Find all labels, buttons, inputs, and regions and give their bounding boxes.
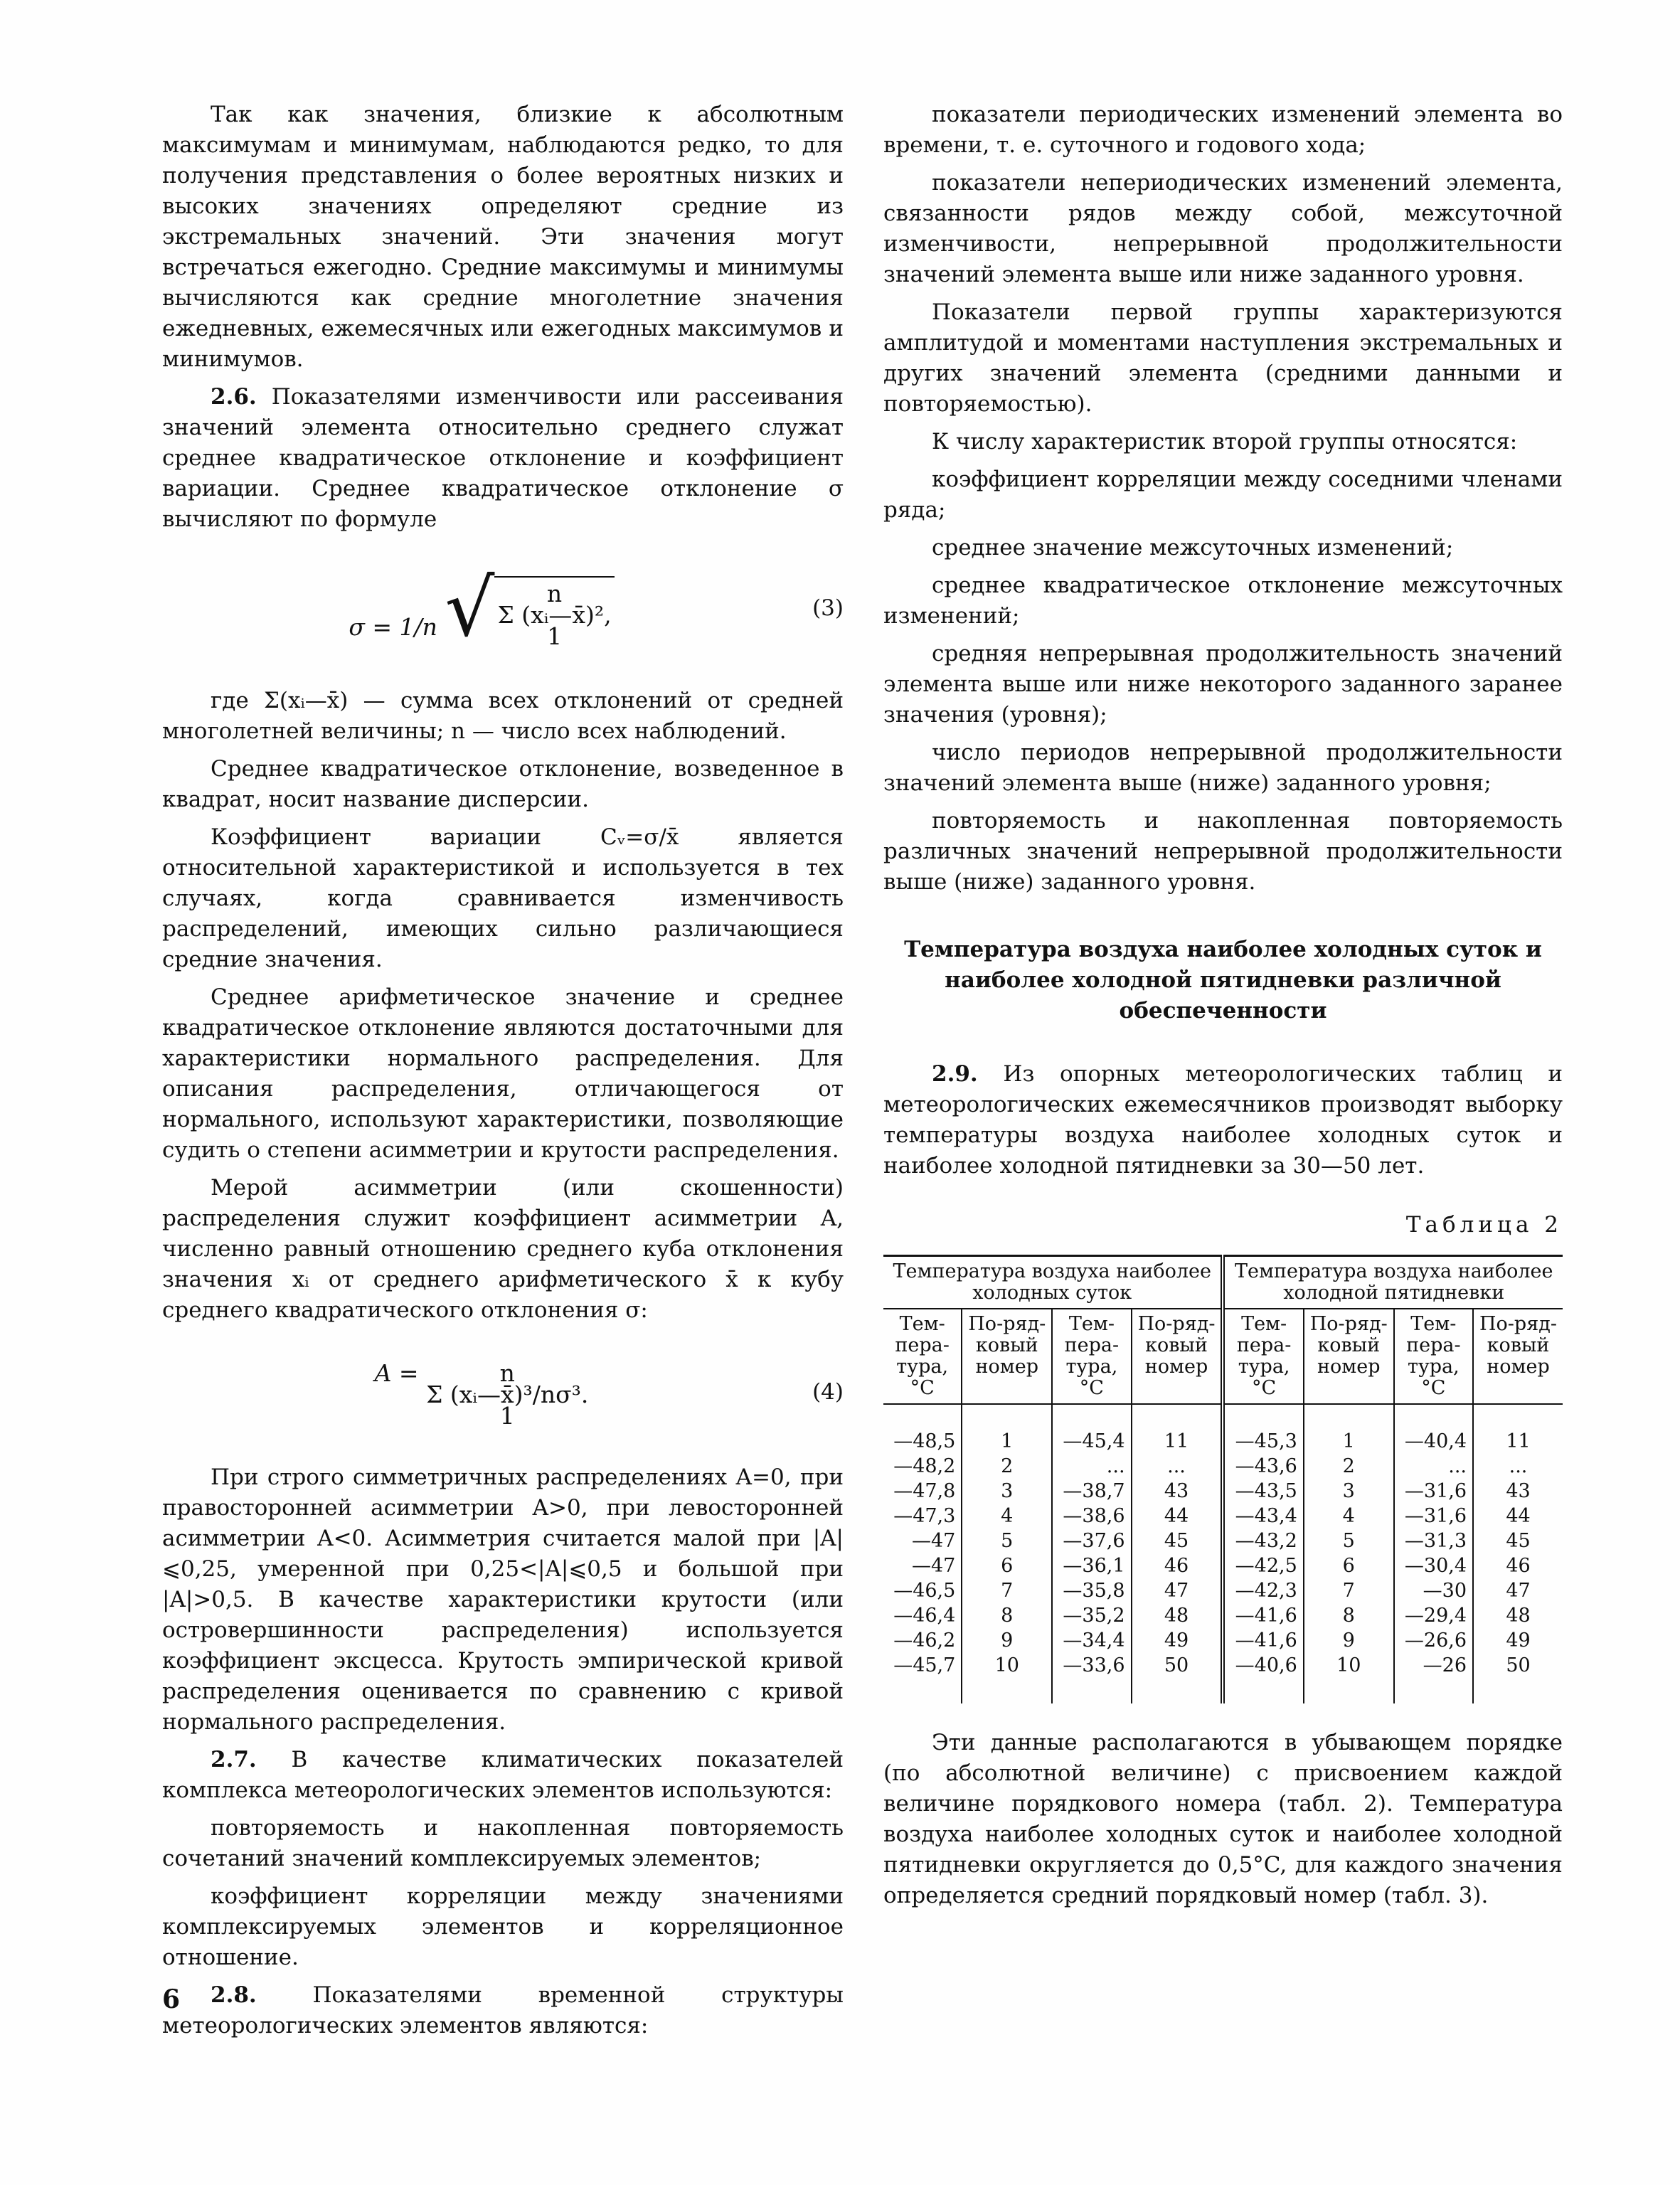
- paragraph: Мерой асимметрии (или скошенности) распределения служит коэффициент асимметрии A, численно равный отношению среднего куба отклонения значения xᵢ от среднего арифметического x̄ к кубу среднего квадратического отклонения σ:: [162, 1175, 844, 1323]
- table-cell: 11: [1132, 1404, 1223, 1454]
- table-cell: —40,6: [1223, 1653, 1303, 1703]
- table-cell: 1: [1304, 1404, 1394, 1454]
- table-row: [883, 1479, 1563, 1504]
- table-cell: —31,6: [1394, 1479, 1473, 1504]
- table-cell: 10: [1304, 1653, 1394, 1703]
- table-cell: —30: [1394, 1578, 1473, 1603]
- table-cell: 3: [1304, 1479, 1394, 1504]
- table-cell: 46: [1473, 1553, 1563, 1578]
- table-cell: —31,6: [1394, 1504, 1473, 1529]
- table-cell: —45,7: [893, 1654, 956, 1676]
- table-cell: —43,2: [1223, 1529, 1303, 1553]
- paragraph: Так как значения, близкие к абсолютным максимумам и минимумам, наблюдаются редко, то для получения представления о более вероятных низких и высоких значениях определяют средние из экстремальных значений. Эти значения могут встречаться ежегодно. Средние максимумы и минимумы вычисляются как средние многолетние значения ежедневных, ежемесячных или ежегодных максимумов и минимумов.: [162, 102, 844, 372]
- table-cell: ...: [1473, 1454, 1563, 1479]
- paragraph: коэффициент корреляции между значениями комплексируемых элементов и корреляционное отношение.: [162, 1883, 844, 1970]
- table-cell: —46,5: [893, 1580, 956, 1602]
- table-cell: 4: [962, 1504, 1052, 1529]
- table-cell: 47: [1473, 1578, 1563, 1603]
- column-header: Тем-пера-тура, °C: [1394, 1309, 1473, 1404]
- table-cell: 7: [962, 1578, 1052, 1603]
- table-row: [883, 1603, 1563, 1628]
- table-cell: —42,5: [1223, 1553, 1303, 1578]
- table-cell: 10: [962, 1653, 1052, 1703]
- table-cell: ...: [1132, 1454, 1223, 1479]
- table-cell: 48: [1132, 1603, 1223, 1628]
- table-cell: 44: [1473, 1504, 1563, 1529]
- sqrt-sign: √: [445, 563, 495, 654]
- table-cell: —43,4: [1223, 1504, 1303, 1529]
- table-group-header: Температура воздуха наиболее холодных суток: [883, 1256, 1223, 1309]
- paragraph-text: Показателями изменчивости или рассеивания значений элемента относительно среднего служат среднее квадратическое отклонение и коэффициент вариации. Среднее квадратическое отклонение σ вычисляют по формуле: [162, 384, 844, 532]
- table-cell: —26,6: [1394, 1628, 1473, 1653]
- section-number: 2.9.: [932, 1061, 978, 1087]
- paragraph: показатели периодических изменений элемента во времени, т. е. суточного и годового хода;: [883, 102, 1563, 158]
- formula-number: (3): [812, 595, 844, 621]
- page-number: 6: [162, 1984, 181, 2014]
- table-cell: —48,5: [893, 1430, 956, 1452]
- table-cell: 43: [1132, 1479, 1223, 1504]
- table-cell: —40,4: [1394, 1404, 1473, 1454]
- column-header: По-ряд-ковый номер: [962, 1309, 1052, 1404]
- left-column: [162, 100, 844, 2048]
- column-header: Тем-пера-тура, °C: [883, 1309, 962, 1404]
- table-cell: —47,8: [893, 1480, 956, 1502]
- table-cell: 47: [1132, 1578, 1223, 1603]
- section-number: 2.7.: [211, 1747, 257, 1772]
- table-cell: —47: [911, 1530, 956, 1552]
- table-cell: 48: [1473, 1603, 1563, 1628]
- paragraph: повторяемость и накопленная повторяемость сочетаний значений комплексируемых элементов;: [162, 1815, 844, 1871]
- section-number: 2.6.: [211, 384, 257, 410]
- paragraph: Среднее квадратическое отклонение, возведенное в квадрат, носит название дисперсии.: [162, 756, 844, 812]
- table-cell: 49: [1473, 1628, 1563, 1653]
- paragraph: При строго симметричных распределениях A=0, при правосторонней асимметрии A>0, при левосторонней асимметрии A<0. Асимметрия считается малой при |A|⩽0,25, умеренной при 0,25<|A|⩽0,5 и большой при |A|>0,5. В качестве характеристики крутости (или островершинности распределения) используется коэффициент эксцесса. Крутость эмпирической кривой распределения оценивается по сравнению с кривой нормального распределения.: [162, 1464, 844, 1735]
- table-cell: —41,6: [1223, 1628, 1303, 1653]
- table-cell: —36,1: [1052, 1553, 1131, 1578]
- formula-lhs: σ = 1/n: [349, 613, 437, 641]
- sum: [426, 1359, 589, 1430]
- table-cell: —35,8: [1052, 1578, 1131, 1603]
- formula-lhs: A =: [374, 1359, 419, 1387]
- paragraph: Эти данные располагаются в убывающем порядке (по абсолютной величине) с присвоением каждой величине порядкового номера (табл. 2). Температура воздуха наиболее холодных суток и наиболее холодной пятидневки округляется до 0,5°C, для каждого значения определяется средний порядковый номер (табл. 3).: [883, 1730, 1563, 1908]
- sum-upper: n: [546, 580, 563, 607]
- paragraph: показатели непериодических изменений элемента, связанности рядов между собой, межсуточной изменчивости, непрерывной продолжительности значений элемента выше или ниже заданного уровня.: [883, 170, 1563, 287]
- table-row: [883, 1504, 1563, 1529]
- table-cell: —47,3: [893, 1505, 956, 1527]
- table-cell: —46,2: [893, 1630, 956, 1652]
- table-row: [883, 1454, 1563, 1479]
- paragraph-text: Показателями временной структуры метеорологических элементов являются:: [162, 1982, 844, 2038]
- table-cell: 2: [962, 1454, 1052, 1479]
- sum-lower: 1: [499, 1401, 515, 1430]
- table-group-header: Температура воздуха наиболее холодной пятидневки: [1223, 1256, 1563, 1309]
- table-cell: —34,4: [1052, 1628, 1131, 1653]
- sum-lower: 1: [547, 622, 563, 650]
- paragraph: [162, 382, 844, 535]
- table-cell: 46: [1132, 1553, 1223, 1578]
- paragraph: среднее квадратическое отклонение межсуточных изменений;: [883, 573, 1563, 629]
- table-cell: —37,6: [1052, 1529, 1131, 1553]
- table-cell: 8: [1304, 1603, 1394, 1628]
- paragraph: [162, 1980, 844, 2041]
- table-cell: —45,3: [1223, 1404, 1303, 1454]
- table-cell: —47: [911, 1555, 956, 1577]
- table-cell: 49: [1132, 1628, 1223, 1653]
- table-cell: —35,2: [1052, 1603, 1131, 1628]
- table-cell: 5: [962, 1529, 1052, 1553]
- table-cell: —42,3: [1223, 1578, 1303, 1603]
- section-heading: Температура воздуха наиболее холодных суток и наиболее холодной пятидневки различной обеспеченности: [904, 937, 1542, 1024]
- table-cell: 1: [962, 1404, 1052, 1454]
- section-number: 2.8.: [211, 1982, 257, 2008]
- table-cell: —46,4: [893, 1605, 956, 1627]
- table-cell: 6: [1304, 1553, 1394, 1578]
- table-cell: ...: [1052, 1454, 1131, 1479]
- table-title: Таблица 2: [1405, 1212, 1563, 1238]
- table-cell: 3: [962, 1479, 1052, 1504]
- table-cell: 43: [1473, 1479, 1563, 1504]
- sum-upper: n: [499, 1359, 515, 1387]
- paragraph: где Σ(xᵢ—x̄) — сумма всех отклонений от средней многолетней величины; n — число всех наблюдений.: [162, 688, 844, 744]
- paragraph: среднее значение межсуточных изменений;: [932, 535, 1454, 560]
- table-cell: 50: [1473, 1653, 1563, 1703]
- table-cell: 9: [962, 1628, 1052, 1653]
- table-cell: —29,4: [1394, 1603, 1473, 1628]
- table-cell: —45,4: [1052, 1404, 1131, 1454]
- table-cell: —43,6: [1223, 1454, 1303, 1479]
- table-cell: ...: [1394, 1454, 1473, 1479]
- table-cell: —41,6: [1223, 1603, 1303, 1628]
- table-cell: —33,6: [1052, 1653, 1131, 1703]
- table-cell: —38,6: [1052, 1504, 1131, 1529]
- formula-3: [162, 548, 844, 669]
- paragraph: коэффициент корреляции между соседними членами ряда;: [883, 467, 1563, 523]
- table-cell: 8: [962, 1603, 1052, 1628]
- formula-body: [162, 563, 801, 654]
- table-cell: 50: [1132, 1653, 1223, 1703]
- formula-number: (4): [812, 1378, 844, 1405]
- table-cell: —48,2: [893, 1455, 956, 1477]
- table-cell: 44: [1132, 1504, 1223, 1529]
- paragraph: Коэффициент вариации Cᵥ=σ/x̄ является относительной характеристикой и используется в тех случаях, когда сравнивается изменчивость распределений, имеющих сильно различающиеся средние значения.: [162, 824, 844, 972]
- formula-4: [162, 1339, 844, 1445]
- sqrt: [445, 563, 614, 654]
- paragraph: средняя непрерывная продолжительность значений элемента выше или ниже некоторого заданного заранее значения (уровня);: [883, 641, 1563, 728]
- table-cell: 11: [1473, 1404, 1563, 1454]
- table-cell: —26: [1394, 1653, 1473, 1703]
- paragraph: К числу характеристик второй группы относятся:: [932, 429, 1518, 454]
- right-column: [883, 100, 1563, 1918]
- table-cell: 45: [1473, 1529, 1563, 1553]
- table-cell: —43,5: [1223, 1479, 1303, 1504]
- table-cell: —31,3: [1394, 1529, 1473, 1553]
- sqrt-radicand: [494, 576, 614, 650]
- paragraph: число периодов непрерывной продолжительности значений элемента выше (ниже) заданного уровня;: [883, 740, 1563, 796]
- table-cell: —38,7: [1052, 1479, 1131, 1504]
- paragraph-text: Из опорных метеорологических таблиц и метеорологических ежемесячников производят выборку температуры воздуха наиболее холодных суток и наиболее холодной пятидневки за 30—50 лет.: [883, 1061, 1563, 1179]
- column-header: По-ряд-ковый номер: [1473, 1309, 1563, 1404]
- paragraph: [162, 1745, 844, 1806]
- sum-expression: Σ (xᵢ—x̄)³/nσ³.: [426, 1380, 589, 1408]
- column-header: Тем-пера-тура, °C: [1052, 1309, 1131, 1404]
- table-cell: 2: [1304, 1454, 1394, 1479]
- sum: [497, 580, 612, 650]
- paragraph: Показатели первой группы характеризуются амплитудой и моментами наступления экстремальных и других значений элемента (средними данными и повторяемостью).: [883, 299, 1563, 417]
- table-cell: 5: [1304, 1529, 1394, 1553]
- table-cell: 9: [1304, 1628, 1394, 1653]
- column-header: По-ряд-ковый номер: [1304, 1309, 1394, 1404]
- table-row: [883, 1628, 1563, 1653]
- sum-expression: Σ (xᵢ—x̄)²,: [497, 601, 612, 629]
- table-cell: 4: [1304, 1504, 1394, 1529]
- table-row: [883, 1578, 1563, 1603]
- paragraph: Среднее арифметическое значение и среднее квадратическое отклонение являются достаточными для характеристики нормального распределения. Для описания распределения, отличающегося от нормального, используют характеристики, позволяющие судить о степени асимметрии и крутости распределения.: [162, 984, 844, 1163]
- table-cell: —30,4: [1394, 1553, 1473, 1578]
- table-row: [883, 1404, 1563, 1454]
- data-table: [883, 1255, 1563, 1703]
- column-header: По-ряд-ковый номер: [1132, 1309, 1223, 1404]
- paragraph: повторяемость и накопленная повторяемость различных значений непрерывной продолжительности выше (ниже) заданного уровня.: [883, 808, 1563, 895]
- table-row: [883, 1529, 1563, 1553]
- table-cell: 6: [962, 1553, 1052, 1578]
- column-header: Тем-пера-тура, °C: [1223, 1309, 1303, 1404]
- table-row: [883, 1653, 1563, 1703]
- paragraph: [883, 1059, 1563, 1181]
- table-cell: 7: [1304, 1578, 1394, 1603]
- table-cell: 45: [1132, 1529, 1223, 1553]
- formula-body: [162, 1358, 801, 1430]
- table-row: [883, 1553, 1563, 1578]
- paragraph-text: В качестве климатических показателей комплекса метеорологических элементов используются:: [162, 1747, 844, 1803]
